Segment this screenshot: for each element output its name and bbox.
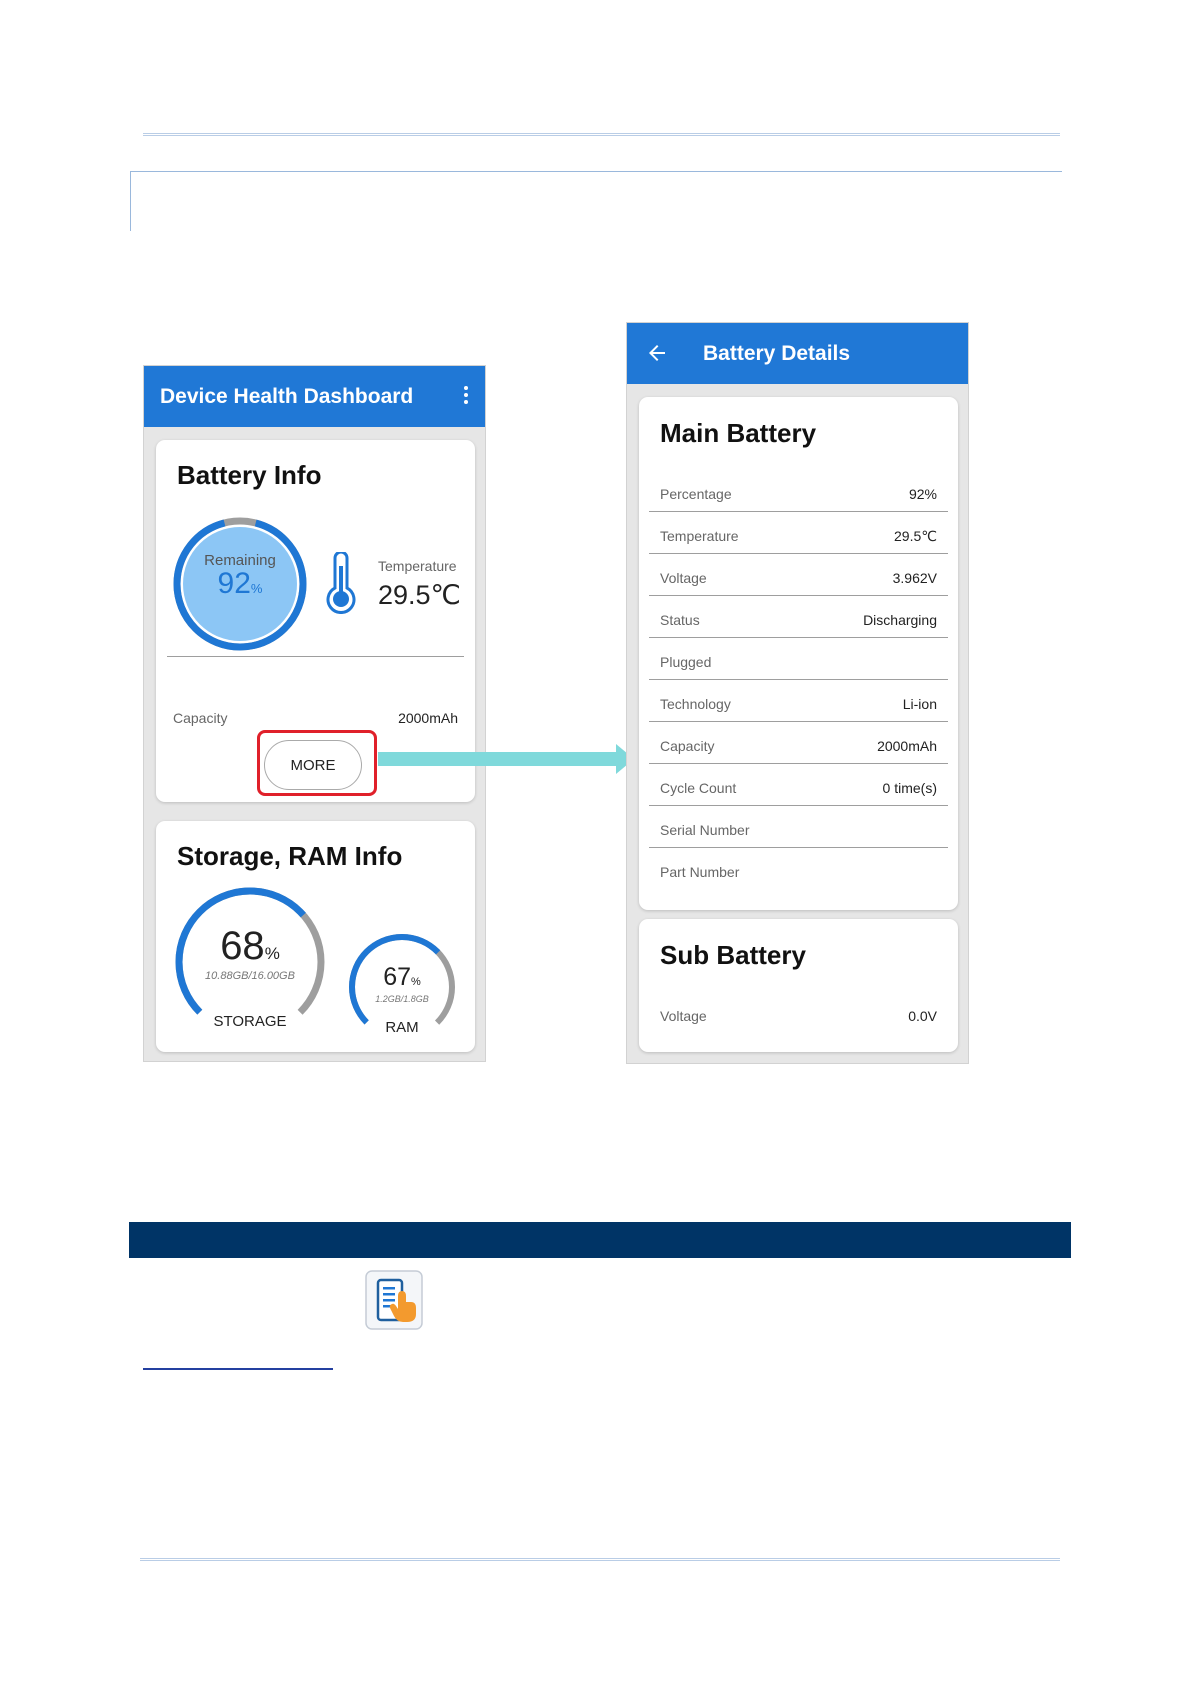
detail-row — [649, 638, 948, 680]
detail-row-value: 0 time(s) — [882, 780, 937, 796]
capacity-value: 2000mAh — [398, 710, 458, 726]
detail-row — [649, 512, 948, 554]
section-header-bar — [129, 1222, 1071, 1258]
detail-row-value: Discharging — [863, 612, 937, 628]
detail-row-label: Percentage — [660, 486, 732, 502]
storage-percent: 68 — [220, 924, 265, 968]
battery-info-title: Battery Info — [177, 460, 322, 490]
storage-unit: % — [264, 944, 280, 963]
storage-label: STORAGE — [213, 1013, 287, 1030]
details-app-bar — [627, 323, 968, 384]
detail-row-value: 3.962V — [892, 570, 937, 586]
arrow-back-icon[interactable] — [645, 341, 669, 365]
storage-detail: 10.88GB/16.00GB — [205, 970, 295, 982]
detail-row-label: Status — [660, 612, 700, 628]
battery-details-screen — [626, 322, 969, 1064]
dashboard-app-bar — [144, 366, 485, 427]
storage-ram-card — [156, 821, 475, 1052]
detail-row — [649, 554, 948, 596]
detail-row — [649, 764, 948, 806]
thermometer-icon — [324, 552, 358, 614]
sub-battery-title: Sub Battery — [660, 940, 806, 970]
detail-row — [649, 992, 948, 1034]
detail-row-value: 92% — [908, 486, 937, 502]
battery-divider — [167, 656, 464, 657]
ram-label: RAM — [385, 1019, 419, 1036]
detail-row-value: 29.5℃ — [894, 528, 937, 544]
detail-row-label: Voltage — [660, 1008, 707, 1024]
detail-row-label: Temperature — [660, 528, 739, 544]
detail-row-value: 2000mAh — [877, 738, 937, 754]
remaining-label: Remaining — [204, 552, 276, 569]
detail-row — [649, 848, 948, 890]
detail-row-label: Cycle Count — [660, 780, 737, 796]
section-heading-frame — [130, 171, 1062, 231]
footer-rule — [140, 1558, 1060, 1561]
details-title: Battery Details — [703, 341, 851, 365]
detail-row-value: 0.0V — [908, 1008, 937, 1024]
detail-row-label: Capacity — [660, 738, 715, 754]
remaining-value: 92 — [217, 567, 251, 600]
device-health-app-icon[interactable] — [365, 1270, 423, 1330]
detail-row-value: Li-ion — [902, 696, 937, 712]
detail-row — [649, 680, 948, 722]
detail-row-label: Serial Number — [660, 822, 750, 838]
temperature-value: 29.5℃ — [378, 580, 461, 610]
more-button-highlight — [257, 730, 377, 796]
ram-percent: 67 — [383, 963, 412, 991]
main-battery-title: Main Battery — [660, 418, 817, 448]
detail-row-label: Voltage — [660, 570, 707, 586]
link-underline — [143, 1368, 333, 1370]
header-rule — [143, 133, 1060, 136]
detail-row-label: Plugged — [660, 654, 712, 670]
more-button[interactable]: MORE — [264, 740, 362, 790]
ram-detail: 1.2GB/1.8GB — [375, 994, 429, 1004]
dashboard-screen — [143, 365, 486, 1062]
dashboard-title: Device Health Dashboard — [160, 384, 414, 408]
detail-row — [649, 470, 948, 512]
callout-arrow — [378, 752, 618, 766]
detail-row — [649, 806, 948, 848]
storage-ram-title: Storage, RAM Info — [177, 841, 403, 871]
more-vert-icon[interactable] — [463, 386, 469, 406]
remaining-unit: % — [250, 581, 263, 596]
capacity-label: Capacity — [173, 710, 228, 726]
detail-row-label: Part Number — [660, 864, 740, 880]
temperature-label: Temperature — [378, 558, 457, 574]
detail-row-label: Technology — [660, 696, 731, 712]
sub-battery-card — [639, 919, 958, 1052]
main-battery-card — [639, 397, 958, 910]
detail-row — [649, 722, 948, 764]
detail-row — [649, 596, 948, 638]
ram-unit: % — [411, 976, 421, 988]
